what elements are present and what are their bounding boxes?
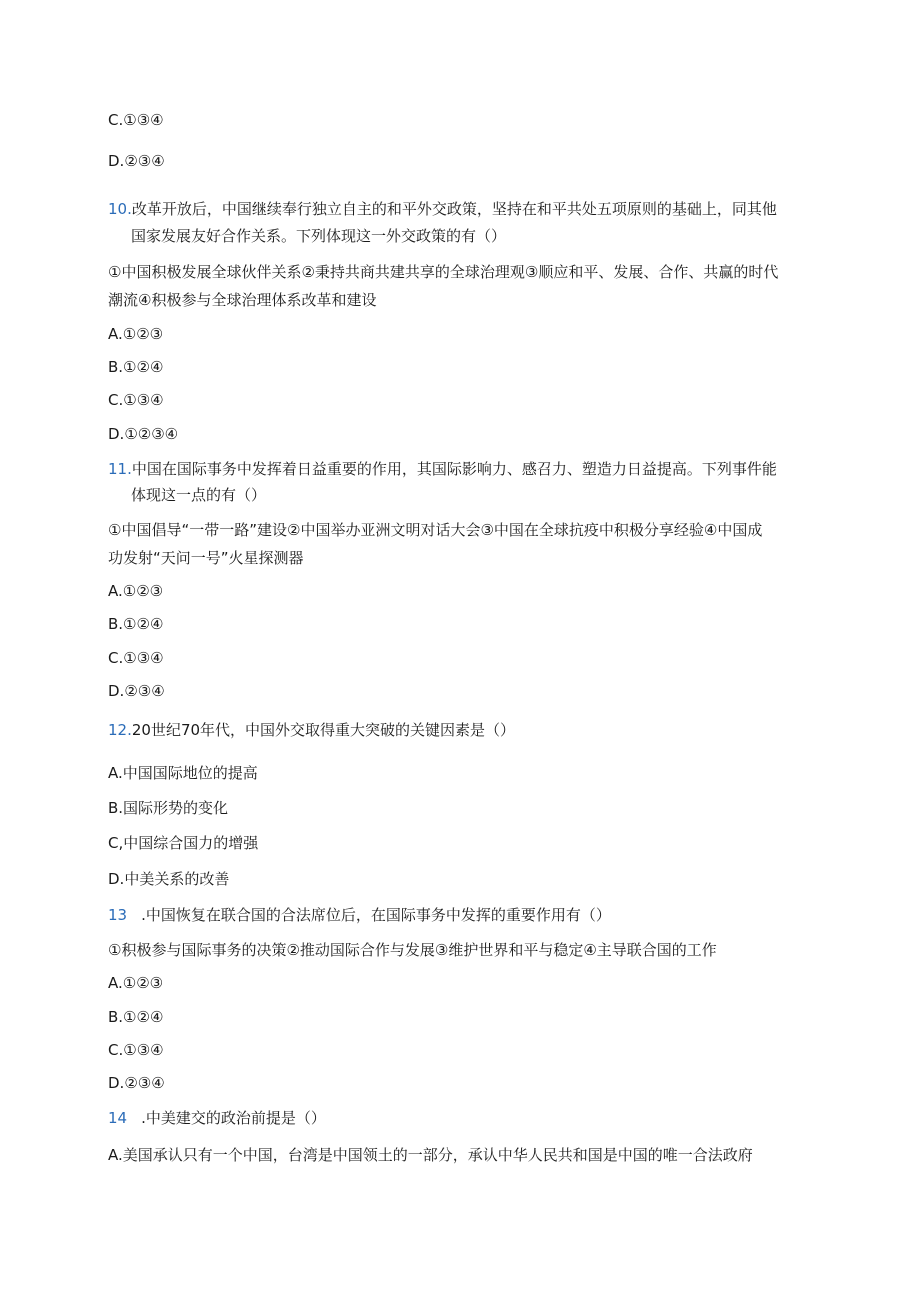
q11-option-b: B.①②④ — [108, 615, 164, 633]
q11-number: 11. — [108, 460, 132, 478]
q13-items: ①积极参与国际事务的决策②推动国际合作与发展③维护世界和平与稳定④主导联合国的工作 — [108, 941, 717, 959]
q14-option-a: A.美国承认只有一个中国，台湾是中国领土的一部分，承认中华人民共和国是中国的唯一合法政府 — [108, 1146, 753, 1164]
q10-number: 10. — [108, 200, 132, 218]
q13-option-a: A.①②③ — [108, 974, 164, 992]
q13-stem — [108, 905, 611, 925]
q11-option-c: C.①③④ — [108, 649, 164, 667]
q10-items-line1: ①中国积极发展全球伙伴关系②秉持共商共建共享的全球治理观③顺应和平、发展、合作、共赢的时代 — [108, 263, 779, 281]
q10-option-d: D.①②③④ — [108, 425, 179, 443]
q11-option-d: D.②③④ — [108, 682, 165, 700]
q10-stem-line2: 国家发展友好合作关系。下列体现这一外交政策的有（） — [131, 227, 507, 245]
q11-stem-line2: 体现这一点的有（） — [131, 486, 267, 504]
q11-stem — [108, 459, 777, 479]
q10-items-line2: 潮流④积极参与全球治理体系改革和建设 — [108, 291, 377, 309]
q10-option-a: A.①②③ — [108, 325, 164, 343]
q14-stem — [108, 1108, 326, 1128]
q11-option-a: A.①②③ — [108, 582, 164, 600]
q12-number: 12. — [108, 721, 132, 739]
q9-option-c: C.①③④ — [108, 111, 164, 129]
q10-option-b: B.①②④ — [108, 358, 164, 376]
q12-stem-text: 20世纪70年代，中国外交取得重大突破的关键因素是（） — [131, 721, 516, 739]
q11-stem-line1: 中国在国际事务中发挥着日益重要的作用，其国际影响力、感召力、塑造力日益提高。下列事件能 — [131, 460, 777, 478]
q13-option-d: D.②③④ — [108, 1074, 165, 1092]
q13-stem-text: .中国恢复在联合国的合法席位后，在国际事务中发挥的重要作用有（） — [141, 906, 611, 924]
q14-number: 14 — [108, 1109, 128, 1127]
q11-items-line1: ①中国倡导“一带一路”建设②中国举办亚洲文明对话大会③中国在全球抗疫中积极分享经验④中国成 — [108, 521, 763, 539]
q11-items-line2: 功发射“天问一号”火星探测器 — [108, 549, 304, 567]
q12-stem — [108, 720, 515, 740]
q13-option-b: B.①②④ — [108, 1008, 164, 1026]
q10-stem — [108, 199, 777, 219]
q12-option-a: A.中国国际地位的提高 — [108, 764, 258, 782]
q14-stem-text: .中美建交的政治前提是（） — [141, 1109, 326, 1127]
q9-option-d: D.②③④ — [108, 152, 165, 170]
q10-option-c: C.①③④ — [108, 391, 164, 409]
q13-option-c: C.①③④ — [108, 1041, 164, 1059]
q12-option-c: C,中国综合国力的增强 — [108, 834, 259, 852]
q10-stem-line1: 改革开放后，中国继续奉行独立自主的和平外交政策，坚持在和平共处五项原则的基础上，同其他 — [131, 200, 777, 218]
q12-option-d: D.中美关系的改善 — [108, 870, 230, 888]
q12-option-b: B.国际形势的变化 — [108, 799, 229, 817]
q13-number: 13 — [108, 906, 128, 924]
